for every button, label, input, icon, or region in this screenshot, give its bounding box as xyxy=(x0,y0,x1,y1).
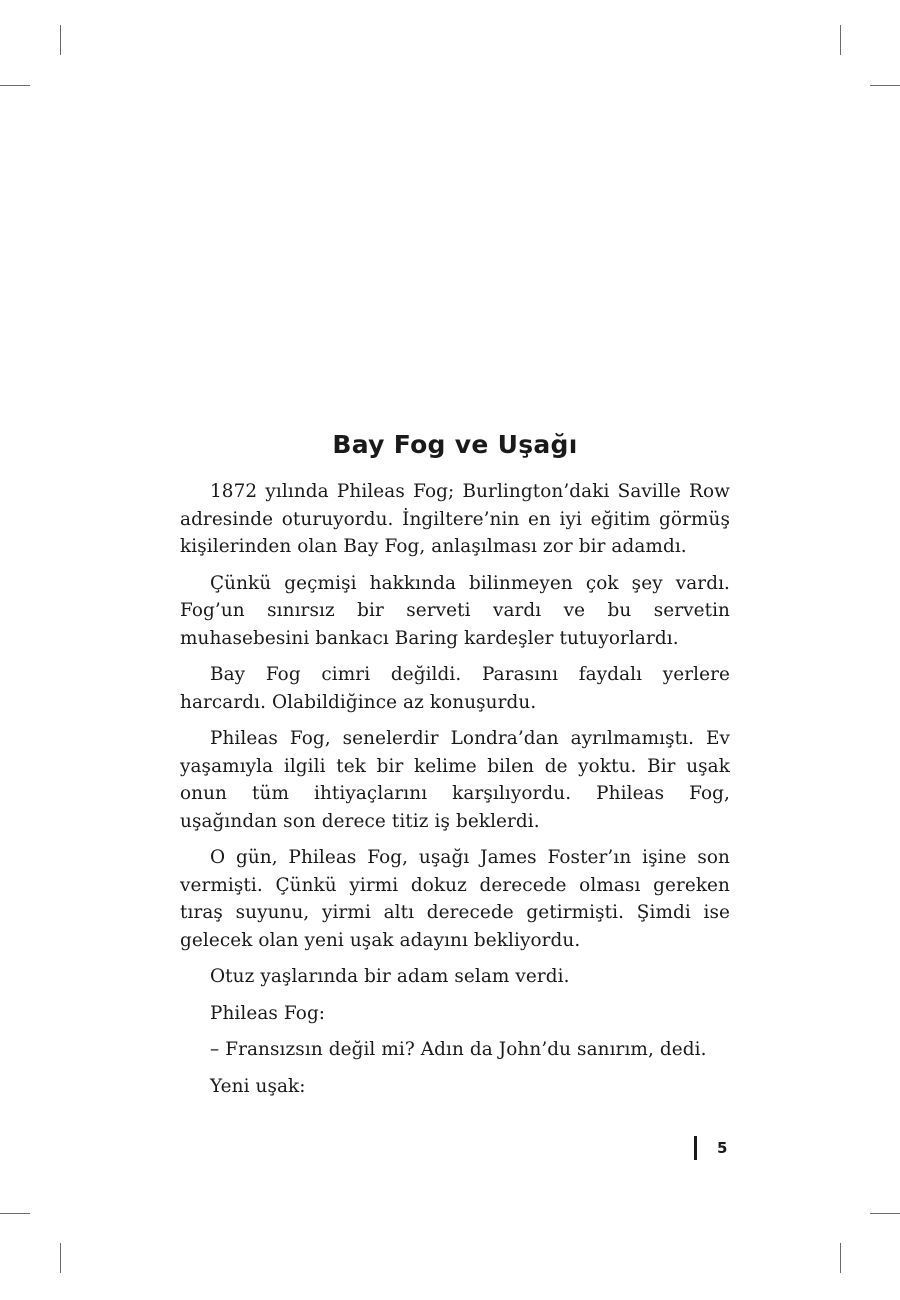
paragraph: O gün, Phileas Fog, uşağı James Foster’ın işine son vermişti. Çünkü yirmi dokuz derecede olması gereken tıraş suyunu, yirmi altı derecede getirmişti. Şimdi ise gelecek olan yeni uşak adayını bekliyordu. xyxy=(180,847,730,951)
paragraph: Phileas Fog, senelerdir Londra’dan ayrılmamıştı. Ev yaşamıyla ilgili tek bir kelime bilen de yoktu. Bir uşak onun tüm ihtiyaçlarını karşılıyordu. Phileas Fog, uşağından son derece titiz iş beklerdi. xyxy=(180,728,730,832)
paragraph: – Fransızsın değil mi? Adın da John’du sanırım, dedi. xyxy=(210,1039,707,1060)
page-number-bar xyxy=(694,1136,697,1160)
paragraph: Otuz yaşlarında bir adam selam verdi. xyxy=(210,966,570,987)
chapter-body xyxy=(180,478,730,1109)
paragraph: Bay Fog cimri değildi. Parasını faydalı yerlere harcardı. Olabildiğince az konuşurdu. xyxy=(180,664,730,713)
page-number-block xyxy=(694,1136,727,1160)
crop-mark-top-right-vertical xyxy=(840,25,841,55)
crop-mark-top-left-vertical xyxy=(60,25,61,55)
paragraph: 1872 yılında Phileas Fog; Burlington’daki Saville Row adresinde oturuyordu. İngiltere’nin en iyi eğitim görmüş kişilerinden olan Bay Fog, anlaşılması zor bir adamdı. xyxy=(180,481,730,557)
chapter-title: Bay Fog ve Uşağı xyxy=(332,430,578,459)
crop-mark-bottom-left-horizontal xyxy=(0,1213,30,1214)
paragraph: Phileas Fog: xyxy=(210,1002,326,1024)
crop-mark-bottom-right-vertical xyxy=(840,1243,841,1273)
page-number: 5 xyxy=(717,1139,728,1157)
crop-mark-bottom-left-vertical xyxy=(60,1243,61,1273)
crop-mark-top-right-horizontal xyxy=(870,85,900,86)
crop-mark-top-left-horizontal xyxy=(0,85,30,86)
paragraph: Çünkü geçmişi hakkında bilinmeyen çok şey vardı. Fog’un sınırsız bir serveti vardı ve bu servetin muhasebesini bankacı Baring kardeşler tutuyorlardı. xyxy=(180,572,730,649)
paragraph: Yeni uşak: xyxy=(210,1075,306,1097)
crop-mark-bottom-right-horizontal xyxy=(870,1213,900,1214)
